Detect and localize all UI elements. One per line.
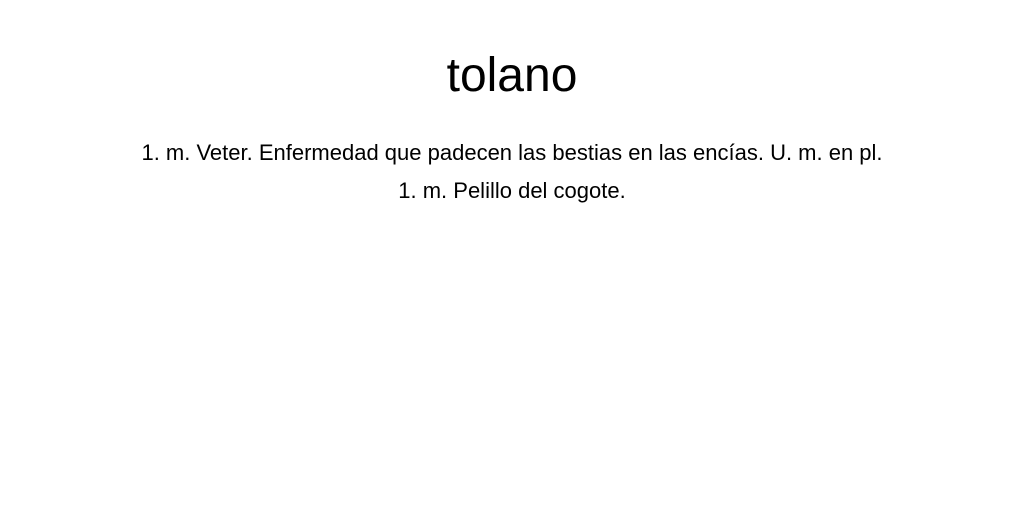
headword-title: tolano bbox=[446, 49, 578, 102]
definition-1: 1. m. Veter. Enfermedad que padecen las bestias en las encías. U. m. en pl. bbox=[141, 140, 883, 165]
definitions-list bbox=[0, 134, 1024, 210]
definition-2: 1. m. Pelillo del cogote. bbox=[398, 178, 626, 203]
